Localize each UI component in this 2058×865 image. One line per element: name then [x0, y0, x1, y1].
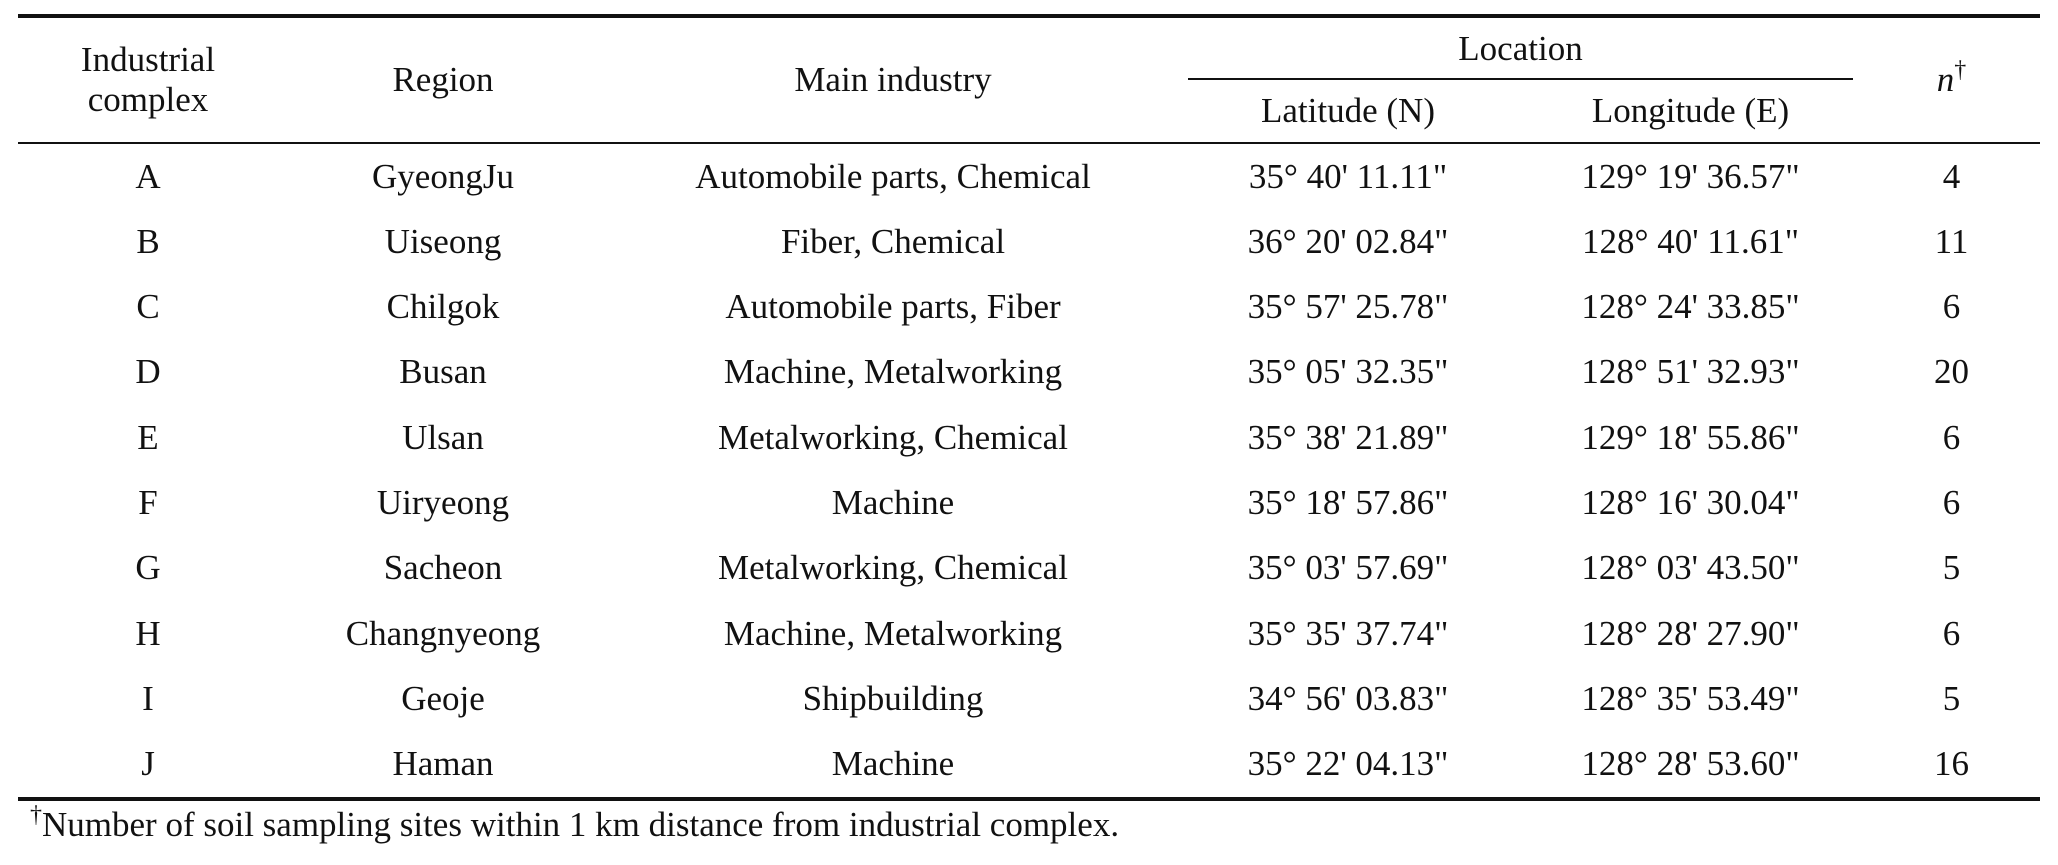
cell-longitude: 128° 24' 33.85": [1581, 287, 1800, 327]
table-row: [18, 144, 2040, 209]
header-longitude: Longitude (E): [1591, 90, 1790, 130]
cell-longitude: 128° 16' 30.04": [1581, 483, 1800, 522]
cell-industry: Machine: [831, 483, 955, 522]
bottom-rule: [18, 797, 2040, 801]
cell-region: Haman: [392, 744, 494, 784]
cell-industry: Machine, Metalworking: [723, 352, 1063, 392]
cell-latitude: 34° 56' 03.83": [1247, 678, 1449, 718]
cell-complex: E: [137, 417, 159, 457]
cell-latitude: 35° 57' 25.78": [1247, 287, 1449, 327]
cell-complex: B: [136, 221, 160, 261]
cell-region: Uiseong: [384, 221, 502, 261]
table-header: [18, 18, 2040, 142]
cell-industry: Automobile parts, Chemical: [695, 156, 1091, 196]
cell-complex: D: [135, 352, 161, 392]
location-underline: [1188, 78, 1853, 80]
cell-complex: G: [135, 548, 161, 588]
cell-industry: Metalworking, Chemical: [718, 417, 1068, 457]
header-location-label: Location: [1458, 28, 1583, 68]
cell-region: Sacheon: [383, 548, 503, 588]
header-main-industry: Main industry: [794, 59, 992, 99]
cell-region: Ulsan: [402, 417, 484, 457]
cell-region: Geoje: [401, 678, 485, 718]
table-row: [18, 209, 2040, 274]
cell-complex: A: [135, 156, 161, 196]
cell-industry: Machine, Metalworking: [723, 613, 1063, 653]
footnote-text: Number of soil sampling sites within 1 km distance from industrial complex.: [42, 805, 1120, 844]
cell-latitude: 35° 03' 57.69": [1247, 548, 1449, 588]
cell-n: 6: [1942, 417, 1961, 457]
header-complex-line2: complex: [87, 80, 209, 119]
cell-latitude: 35° 22' 04.13": [1247, 744, 1449, 784]
cell-longitude: 128° 28' 53.60": [1581, 744, 1800, 784]
cell-longitude: 128° 35' 53.49": [1581, 678, 1800, 718]
cell-latitude: 35° 05' 32.35": [1247, 352, 1449, 392]
cell-region: GyeongJu: [372, 156, 514, 196]
cell-longitude: 128° 03' 43.50": [1581, 548, 1800, 588]
cell-longitude: 129° 18' 55.86": [1581, 417, 1800, 457]
cell-longitude: 128° 28' 27.90": [1581, 613, 1800, 653]
cell-complex: I: [142, 678, 154, 718]
header-region: Region: [392, 59, 494, 99]
cell-longitude: 128° 51' 32.93": [1581, 352, 1800, 392]
cell-n: 5: [1942, 678, 1961, 718]
table-row: [18, 601, 2040, 666]
cell-n: 11: [1934, 221, 1969, 261]
table-row: [18, 340, 2040, 405]
table-row: [18, 470, 2040, 535]
footnote-dagger: †: [30, 802, 42, 828]
cell-complex: J: [141, 744, 155, 784]
cell-industry: Automobile parts, Fiber: [725, 287, 1061, 327]
cell-complex: H: [135, 613, 161, 653]
table-row: [18, 666, 2040, 731]
cell-n: 4: [1942, 156, 1961, 196]
table-footnote: [30, 802, 1120, 845]
table-body: [18, 144, 2040, 797]
table-row: [18, 405, 2040, 470]
cell-complex: C: [136, 287, 160, 327]
header-location: [1178, 18, 1863, 80]
cell-n: 20: [1934, 352, 1969, 392]
cell-n: 5: [1942, 548, 1961, 588]
cell-n: 16: [1934, 744, 1969, 784]
table-row: [18, 275, 2040, 340]
cell-n: 6: [1942, 483, 1961, 522]
cell-complex: F: [138, 483, 158, 522]
cell-latitude: 35° 35' 37.74": [1247, 613, 1449, 653]
data-table: [18, 14, 2040, 801]
cell-latitude: 35° 38' 21.89": [1247, 417, 1449, 457]
cell-region: Changnyeong: [345, 613, 541, 653]
cell-industry: Fiber, Chemical: [780, 221, 1006, 261]
cell-latitude: 35° 18' 57.86": [1247, 483, 1449, 522]
table-row: [18, 536, 2040, 601]
header-n-dagger: †: [1954, 56, 1967, 83]
cell-region: Busan: [399, 352, 487, 392]
cell-longitude: 128° 40' 11.61": [1581, 221, 1800, 261]
cell-latitude: 36° 20' 02.84": [1247, 221, 1449, 261]
cell-latitude: 35° 40' 11.11": [1248, 156, 1448, 196]
header-n-label: n: [1936, 59, 1955, 99]
header-latitude: Latitude (N): [1261, 90, 1435, 130]
cell-n: 6: [1942, 613, 1961, 653]
cell-industry: Shipbuilding: [802, 678, 984, 718]
cell-industry: Metalworking, Chemical: [718, 548, 1068, 588]
cell-region: Uiryeong: [376, 483, 510, 522]
cell-region: Chilgok: [386, 287, 500, 327]
header-industrial-complex: [18, 18, 278, 142]
cell-industry: Machine: [831, 744, 955, 784]
cell-longitude: 129° 19' 36.57": [1581, 156, 1800, 196]
cell-n: 6: [1942, 287, 1961, 327]
header-n: [1863, 18, 2040, 142]
table-row: [18, 732, 2040, 797]
header-complex-line1: Industrial: [80, 39, 216, 79]
